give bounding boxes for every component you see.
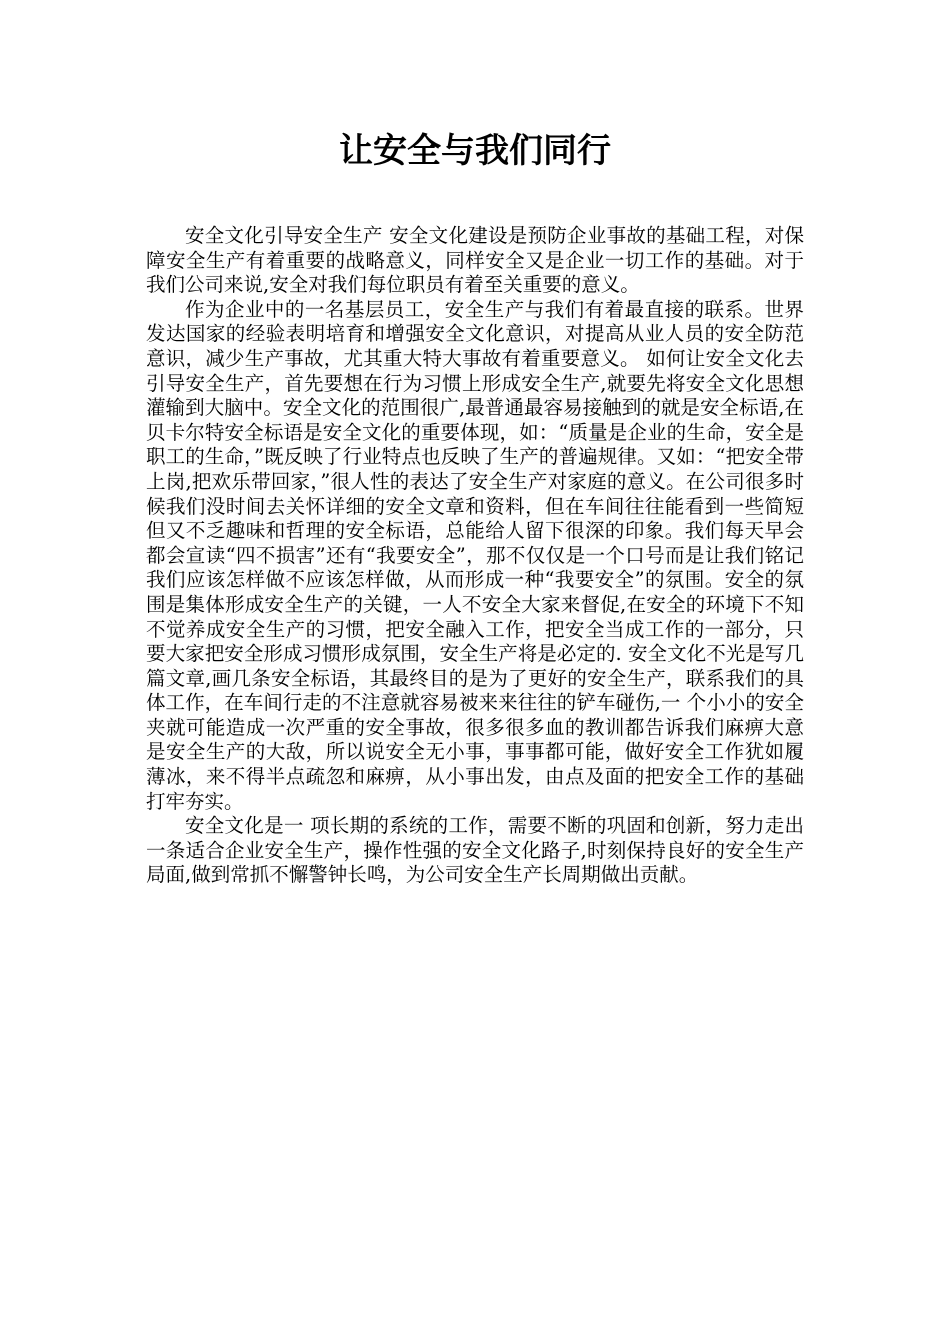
document-title: 让安全与我们同行: [339, 131, 611, 171]
paragraph-2: 作为企业中的一名基层员工，安全生产与我们有着最直接的联系。世界发达国家的经验表明培育和增强安全文化意识，对提高从业人员的安全防范意识，减少生产事故，尤其重大特大事故有着重要意义。 如何让安全文化去引导安全生产，首先要想在行为习惯上形成安全生产,就要先将安全文化思想灌输到大脑中。安全文化的范围很广,最普通最容易接触到的就是安全标语,在贝卡尔特安全标语是安全文化的重要体现，如：“质量是企业的生命，安全是职工的生命，”既反映了行业特点也反映了生产的普遍规律。又如：“把安全带上岗,把欢乐带回家，”很人性的表达了安全生产对家庭的意义。在公司很多时候我们没时间去关怀详细的安全文章和资料，但在车间往往能看到一些简短但又不乏趣味和哲理的安全标语，总能给人留下很深的印象。我们每天早会都会宣读“四不损害”还有“我要安全”，那不仅仅是一个口号而是让我们铭记我们应该怎样做不应该怎样做，从而形成一种“我要安全”的氛围。安全的氛围是集体形成安全生产的关键，一人不安全大家来督促,在安全的环境下不知不觉养成安全生产的习惯，把安全融入工作，把安全当成工作的一部分，只要大家把安全形成习惯形成氛围，安全生产将是必定的. 安全文化不光是写几篇文章,画几条安全标语，其最终目的是为了更好的安全生产，联系我们的具体工作，在车间行走的不注意就容易被来来往往的铲车碰伤,一 个小小的安全夹就可能造成一次严重的安全事故，很多很多血的教训都告诉我们麻痹大意是安全生产的大敌，所以说安全无小事，事事都可能，做好安全工作犹如履薄冰，来不得半点疏忽和麻痹，从小事出发，由点及面的把安全工作的基础打牢夯实。: [146, 297, 804, 813]
paragraph-3: 安全文化是一 项长期的系统的工作，需要不断的巩固和创新，努力走出一条适合企业安全生产，操作性强的安全文化路子,时刻保持良好的安全生产局面,做到常抓不懈警钟长鸣，为公司安全生产长周期做出贡献。: [146, 814, 804, 887]
document-body: [146, 224, 804, 888]
paragraph-1: 安全文化引导安全生产 安全文化建设是预防企业事故的基础工程，对保障安全生产有着重要的战略意义，同样安全又是企业一切工作的基础。对于我们公司来说,安全对我们每位职员有着至关重要的意义。: [146, 224, 804, 297]
